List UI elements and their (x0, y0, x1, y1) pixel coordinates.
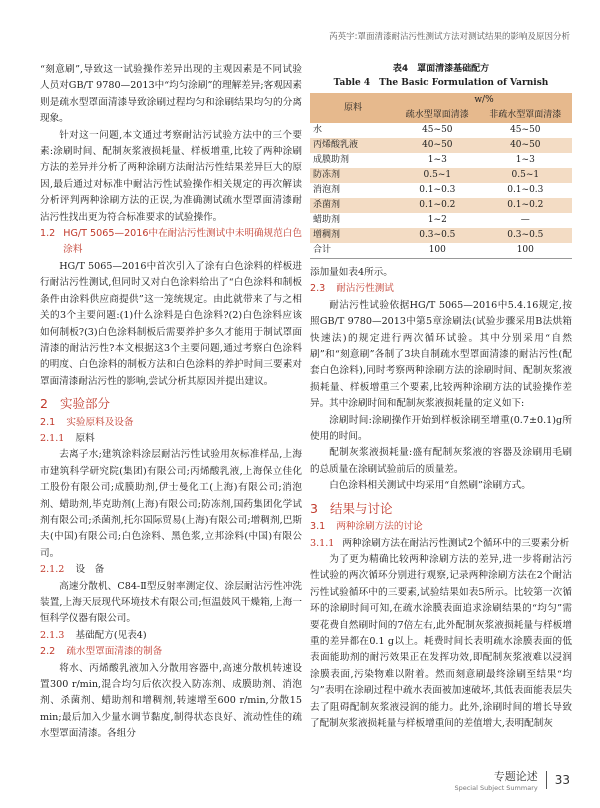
paragraph-2-2: 将水、丙烯酸乳液加入分散用容器中,高速分散机转速设置300 r/min,混合均匀后依次投入防冻剂、成膜助剂、消泡剂、杀菌剂、蜡助剂和增稠剂,转速增至600 r/min,分散15 min;最后加入少量水调节黏度,制得状态良好、流动性佳的疏水型罩面清漆。各组分 (40, 662, 302, 740)
table-caption-en: Table 4 The Basic Formulation of Varnish (333, 78, 549, 88)
unit-header: w/% (474, 95, 494, 105)
column-header-non-hydrophobic: 非疏水型罩面清漆 (489, 110, 562, 120)
section-heading-2 (40, 396, 302, 412)
section-number: 2.3 (310, 283, 326, 295)
paragraph-after-table: 添加量如表4所示。 (310, 267, 393, 278)
cell-material: 防冻剂 (310, 168, 396, 183)
cell-non-hydrophobic: 0.3~0.5 (479, 228, 572, 243)
section-number: 3.1.1 (310, 537, 335, 549)
section-title: 实验原料及设备 (66, 416, 134, 428)
paragraph-3-1-1: 为了更为精确比较两种涂刷方法的差异,进一步将耐沾污性试验的两次循环分别进行观察,记录两种涂刷方法在2个耐沾污性试验循环中的三要素,试验结果如表5所示。比较第一次循环的涂刷时间可知,在疏水涂膜表面追求涂刷结果的“均匀”需要花费自然刷时间的7倍左右,此外配制灰浆液损耗量与样板增重的差异都在0.1 g以上。耗费时间长表明疏水涂膜表面的低表面能助剂的耐污效果正在发挥功效,即配制灰浆液难以浸润涂膜表面,污染物难以附着。然而刻意刷最终涂刷至结果“均匀”表明在涂刷过程中疏水表面被加速破坏,其低表面能表层失去了阻碍配制灰浆液浸润的能力。此外,涂刷时间的增长导致了配制灰浆液损耗量与样板增重间的差值增大,表明配制灰 (310, 553, 572, 729)
cell-hydrophobic: 1~2 (427, 215, 447, 225)
column-header-hydrophobic: 疏水型罩面清漆 (405, 110, 469, 120)
section-title: 实验部分 (59, 396, 110, 412)
section-heading-3 (310, 501, 572, 517)
table-row (310, 243, 572, 259)
paragraph-white-paint: 白色涂料相关测试中均采用“自然刷”涂刷方式。 (329, 480, 531, 492)
intro-paragraph-1: “刻意刷”,导致这一试验操作差异出现的主观因素是不同试验人员对GB/T 9780—2013中“均匀涂刷”的理解差异;客观因素则是疏水型罩面清漆导致涂刷过程均匀和涂刷结果均匀的分离现象。 (40, 64, 302, 125)
section-heading-2-3 (310, 281, 572, 297)
section-heading-3-1 (310, 519, 572, 535)
table-row (310, 183, 572, 198)
section-title: HG/T 5065—2016中在耐沾污性测试中未明确规范白色涂料 (63, 228, 302, 256)
page-number: 33 (554, 773, 570, 787)
section-number: 2 (40, 396, 48, 412)
section-heading-1-2 (40, 226, 302, 259)
section-number: 2.1.2 (40, 564, 65, 576)
section-title: 两种涂刷方法的讨论 (336, 521, 423, 533)
cell-hydrophobic: 0.1~0.2 (396, 198, 479, 213)
table-row (310, 228, 572, 243)
section-number: 3 (310, 500, 318, 516)
cell-hydrophobic: 1~3 (427, 155, 447, 165)
cell-non-hydrophobic: 0.1~0.3 (507, 185, 544, 195)
cell-non-hydrophobic: 40~50 (479, 138, 572, 153)
section-number: 2.1.3 (40, 629, 65, 641)
cell-non-hydrophobic: — (520, 215, 530, 225)
cell-non-hydrophobic: 0.5~1 (479, 168, 572, 183)
table-row (310, 138, 572, 153)
section-title: 疏水型罩面清漆的制备 (66, 646, 163, 658)
cell-material: 消泡剂 (313, 185, 341, 195)
section-number: 2.1 (40, 416, 56, 428)
cell-hydrophobic: 45~50 (422, 125, 453, 135)
table-body (310, 123, 572, 259)
cell-material: 成膜助剂 (313, 155, 350, 165)
section-title: 原料 (75, 432, 95, 444)
cell-non-hydrophobic: 0.1~0.2 (479, 198, 572, 213)
paragraph-brush-time: 涂刷时间:涂刷操作开始到样板涂刷至增重(0.7±0.1)g所使用的时间。 (310, 414, 572, 443)
paragraph-2-1-2: 高速分散机、C84-Ⅱ型反射率测定仪、涂层耐沾污性冲洗装置,上海天辰现代环境技术有限公司;恒温鼓风干燥箱,上海一恒科学仪器有限公司。 (40, 580, 302, 625)
footer-label-cn: 专题论述 (493, 770, 538, 783)
section-title: 基础配方(见表4) (75, 629, 147, 641)
section-number: 2.1.1 (40, 432, 65, 444)
paragraph-slurry-loss: 配制灰浆液损耗量:盛有配制灰浆液的容器及涂刷用毛刷的总质量在涂刷试验前后的质量差。 (310, 447, 572, 475)
formulation-table (310, 93, 572, 259)
paragraph-2-1-1: 去离子水;建筑涂料涂层耐沾污性试验用灰标准样品,上海市建筑科学研究院(集团)有限公司;丙烯酸乳液,上海保立佳化工股份有限公司;成膜助剂,伊士曼化工(上海)有限公司;消泡剂、蜡助剂,毕克助剂(上海)有限公司;防冻剂,国药集团化学试剂有限公司;杀菌剂,托尔国际贸易(上海)有限公司;增稠剂,巴斯夫(中国)有限公司;白色涂料、黑色浆,立邦涂料(中国)有限公司。 (40, 449, 302, 559)
paragraph-2-3: 耐沾污性试验依据HG/T 5065—2016中5.4.16规定,按照GB/T 9780—2013中第5章涂刷法(试验步骤采用B法烘箱快速法)的规定进行两次循环试验。其中分别采用“自然刷”和“刻意刷”各制了3块自制疏水型罩面清漆的耐沾污性(配套白色涂料),同时考察两种涂刷方法的涂刷时间、配制灰浆液损耗量、样板增重三个要素,比较两种涂刷方法的试验操作差异。其中涂刷时间和配制灰浆液损耗量的定义如下: (310, 299, 572, 410)
cell-material: 丙烯酸乳液 (310, 138, 396, 153)
cell-hydrophobic: 40~50 (396, 138, 479, 153)
table-row (310, 198, 572, 213)
table-caption-cn: 表4 罩面清漆基础配方 (392, 64, 490, 74)
cell-material: 合计 (310, 243, 396, 259)
section-title: 设 备 (75, 564, 105, 576)
cell-non-hydrophobic: 45~50 (510, 125, 541, 135)
section-number: 2.2 (40, 646, 56, 658)
section-title: 耐沾污性测试 (336, 283, 394, 295)
table-row (310, 123, 572, 138)
section-heading-2-2 (40, 644, 302, 660)
table-row (310, 153, 572, 168)
section-heading-2-1-1 (40, 431, 302, 447)
table-header-row (310, 93, 572, 108)
cell-non-hydrophobic: 100 (479, 243, 572, 259)
page-footer (454, 768, 570, 792)
footer-label-en: Special Subject Summary (454, 784, 538, 792)
cell-material: 杀菌剂 (310, 198, 396, 213)
column-header-material: 原料 (343, 102, 362, 113)
cell-material: 蜡助剂 (313, 215, 341, 225)
cell-hydrophobic: 0.5~1 (396, 168, 479, 183)
cell-non-hydrophobic: 1~3 (515, 155, 535, 165)
section-number: 1.2 (40, 228, 56, 240)
section-heading-2-1-3 (40, 628, 302, 644)
running-head: 芮英宇:罩面清漆耐沾污性测试方法对测试结果的影响及原因分析 (329, 32, 570, 42)
section-heading-2-1-2 (40, 562, 302, 578)
table-row (310, 168, 572, 183)
cell-hydrophobic: 0.3~0.5 (396, 228, 479, 243)
section-heading-2-1 (40, 415, 302, 431)
section-number: 3.1 (310, 521, 326, 533)
right-column (310, 62, 572, 732)
cell-material: 水 (313, 125, 323, 135)
intro-paragraph-2: 针对这一问题,本文通过考察耐沾污试验方法中的三个要素:涂刷时间、配制灰浆液损耗量、样板增重,比较了两种涂刷方法的差异并分析了两种涂刷方法耐沾污性结果差异巨大的原因,最后通过对标准中耐沾污性试验操作相关规定的再次解读分析评判两种涂刷方法的正误,为准确测试疏水型罩面清漆耐沾污性找出更为符合标准要求的试验操作。 (40, 129, 302, 223)
footer-label (454, 768, 537, 792)
paragraph-1-2: HG/T 5065—2016中首次引入了涂有白色涂料的样板进行耐沾污性测试,但同时又对白色涂料给出了“白色涂料和制板条件由涂料供应商提供”这一笼统规定。由此就带来了与之相关的3个主要问题:(1)什么涂料是白色涂料?(2)白色涂料应该如何制板?(3)白色涂料制板后需要养护多久才能用于制试罩面清漆的耐沾污性?本文根据这3个主要问题,通过考察白色涂料的明度、白色涂料的制板方法和白色涂料的养护时间三要素对罩面清漆耐沾污性的影响,尝试分析其原因并提出建议。 (40, 260, 302, 387)
cell-hydrophobic: 0.1~0.3 (419, 185, 456, 195)
table-row (310, 213, 572, 228)
section-heading-3-1-1 (310, 536, 572, 552)
footer-divider (546, 771, 547, 789)
section-title: 两种涂刷方法在耐沾污性测试2个循环中的三要素分析 (342, 537, 570, 549)
section-title: 结果与讨论 (329, 500, 393, 516)
cell-material: 增稠剂 (310, 228, 396, 243)
left-column (40, 62, 302, 743)
cell-hydrophobic: 100 (396, 243, 479, 259)
